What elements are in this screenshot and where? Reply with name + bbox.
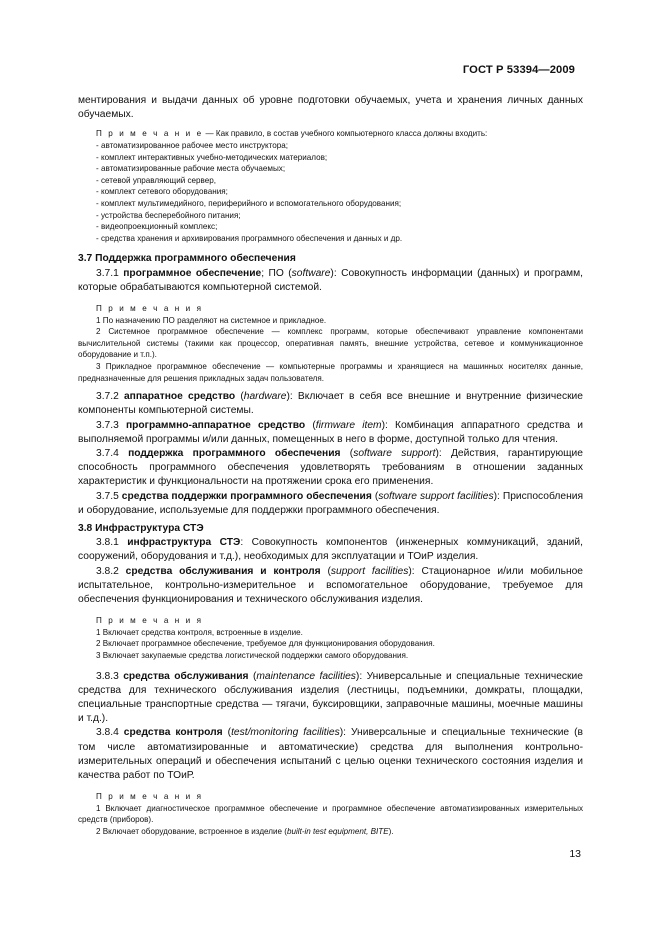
note-item: 2 Включает оборудование, встроенное в изделие (built-in test equipment, BITE). xyxy=(96,826,394,836)
note-item: 1 По назначению ПО разделяют на системное и прикладное. xyxy=(96,315,327,325)
term-3-7-1: 3.7.1 программное обеспечение; ПО (software): Совокупность информации (данных) и программ, которые обрабатываются компьютерной системой. xyxy=(78,267,584,293)
note-item: 1 Включает средства контроля, встроенные в изделие. xyxy=(96,627,303,637)
note-item: - видеопроекционный комплекс; xyxy=(96,222,218,232)
notes-label: П р и м е ч а н и я xyxy=(96,792,204,802)
page-content xyxy=(78,94,583,838)
note-item: 3 Прикладное программное обеспечение — компьютерные программы и хранящиеся на машинных носителях данные, предназначенные для решения прикладных задач пользователя. xyxy=(78,361,583,383)
term-3-8-4: 3.8.4 средства контроля (test/monitoring facilities): Универсальные и специальные технические (в том числе автоматизированные и автоматические) средства для выполнения контрольно-измерительных операций и обеспечения испытаний с целью оценки технического состояния изделия и качества работ по ТОиР. xyxy=(78,727,583,781)
note-item: 3 Включает закупаемые средства логистической поддержки самого оборудования. xyxy=(96,650,409,660)
note-item: - автоматизированное рабочее место инструктора; xyxy=(96,141,289,150)
note-item: 2 Системное программное обеспечение — комплекс программ, которые обеспечивают управление компонентами вычислительной системы (такими как процессор, оперативная память, внешние устройства, сетевое и коммуникационное оборудование и т.п.). xyxy=(78,327,583,360)
term-3-7-3: 3.7.3 программно-аппаратное средство (firmware item): Комбинация аппаратного средства и выполняемой программы и/или данных, помещенных в него в форме, доступной только для чтения. xyxy=(78,419,584,445)
note-item: - комплект интерактивных учебно-методических материалов; xyxy=(96,152,328,162)
intro-paragraph: ментирования и выдачи данных об уровне подготовки обучаемых, учета и хранения личных данных обучаемых. xyxy=(78,95,583,121)
note-item: 2 Включает программное обеспечение, требуемое для функционирования оборудования. xyxy=(96,639,435,649)
page-number: 13 xyxy=(569,848,581,860)
document-id: ГОСТ Р 53394—2009 xyxy=(462,64,575,76)
note-item: - автоматизированные рабочие места обучаемых; xyxy=(96,164,286,174)
notes-label: П р и м е ч а н и я xyxy=(96,616,204,626)
note-item: - сетевой управляющий сервер, xyxy=(96,175,217,185)
note-item: - комплект сетевого оборудования; xyxy=(96,187,228,197)
note-item: - комплект мультимедийного, периферийного и вспомогательного оборудования; xyxy=(96,198,402,208)
note-label: П р и м е ч а н и е xyxy=(96,129,204,139)
term-3-8-1: 3.8.1 инфраструктура СТЭ: Совокупность компонентов (инженерных коммуникаций, зданий, сооружений, оборудования и т.д.), необходимых для эксплуатации и ТОиР изделия. xyxy=(78,537,583,563)
term-3-8-3: 3.8.3 средства обслуживания (maintenance facilities): Универсальные и специальные технические средства для технического обслуживания изделия (лестницы, подъемники, домкраты, площадки, специальные транспортные средства — тягачи, буксировщики, заправочные машины, моечные машины и т.д.). xyxy=(78,670,583,725)
term-3-7-2: 3.7.2 аппаратное средство (hardware): Включает в себя все внешние и внутренние физические компоненты компьютерной системы. xyxy=(78,391,583,417)
note-item: 1 Включает диагностическое программное обеспечение и программное обеспечение автоматизированных измерительных средств (приборов). xyxy=(78,803,583,825)
term-3-8-2: 3.8.2 средства обслуживания и контроля (support facilities): Стационарное и/или мобильное испытательное, контрольно-измерительное и вспомогательное оборудование, требуемое для обеспечения функционирования и технического обслуживания изделия. xyxy=(78,565,584,605)
note-item: - средства хранения и архивирования программного обеспечения и данных и др. xyxy=(96,233,403,243)
note-lead: — Как правило, в состав учебного компьютерного класса должны входить: xyxy=(203,129,488,139)
notes-label: П р и м е ч а н и я xyxy=(96,303,204,313)
note-classroom xyxy=(78,128,583,140)
note-item: - устройства бесперебойного питания; xyxy=(96,210,241,220)
term-3-7-4: 3.7.4 поддержка программного обеспечения (software support): Действия, гарантирующие способность программного обеспечения удовлетворять требованиям в отношении заданных характеристик и функциональности на протяжении срока его применения. xyxy=(78,447,583,488)
section-heading-3-8: 3.8 Инфраструктура СТЭ xyxy=(78,522,204,534)
term-3-7-5: 3.7.5 средства поддержки программного обеспечения (software support facilities): Приспособления и оборудование, используемые для поддержки программного обеспечения. xyxy=(78,490,584,516)
section-heading-3-7: 3.7 Поддержка программного обеспечения xyxy=(78,253,296,265)
